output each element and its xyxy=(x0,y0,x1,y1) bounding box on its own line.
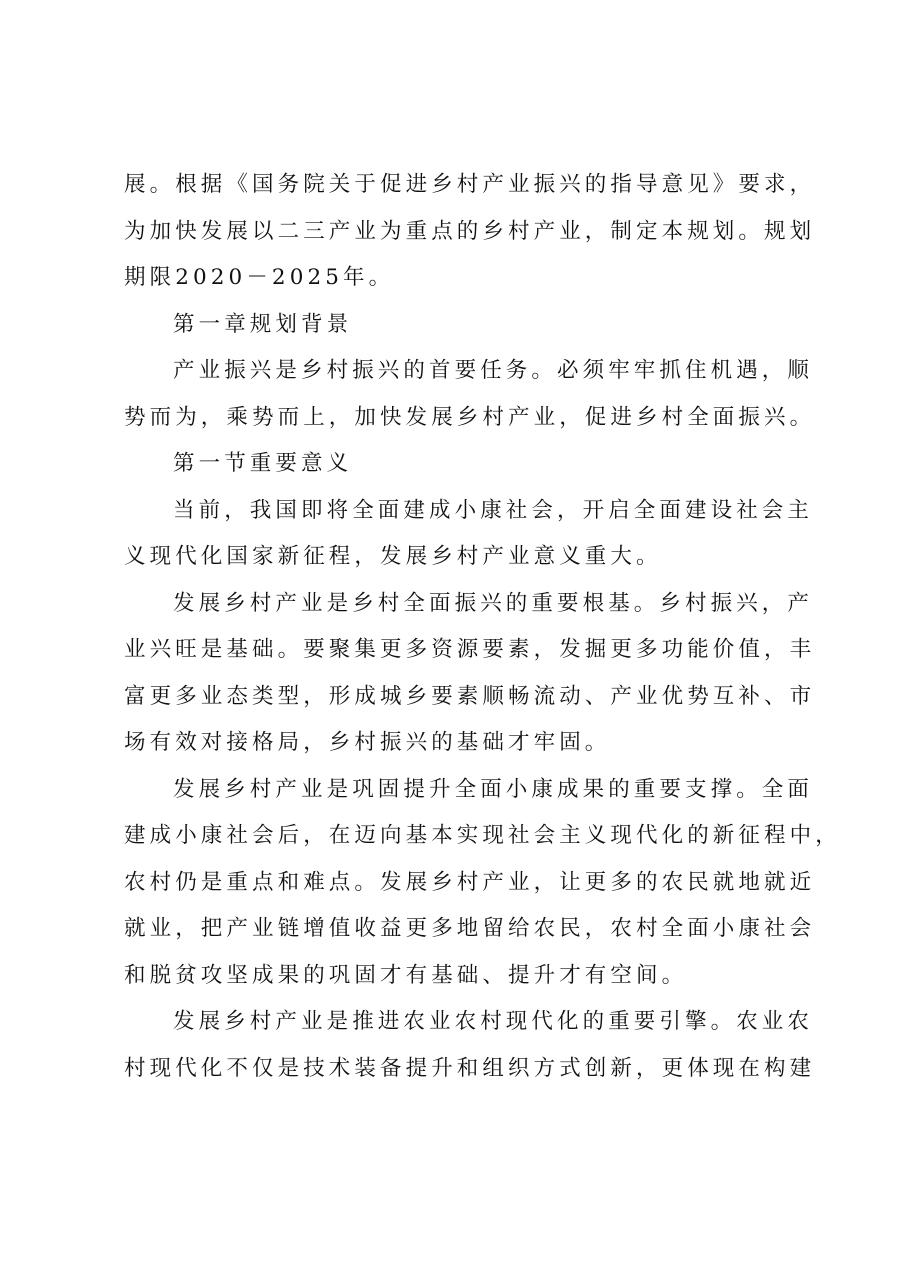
text-line-5: 产业振兴是乡村振兴的首要任务。必须牢牢抓住机遇，顺 xyxy=(173,358,814,383)
text-line-14: 发展乡村产业是巩固提升全面小康成果的重要支撑。全面 xyxy=(173,776,814,802)
text-line-6: 势而为，乘势而上，加快发展乡村产业，促进乡村全面振兴。 xyxy=(124,404,816,430)
text-line-2: 为加快发展以二三产业为重点的乡村产业，制定本规划。规划 xyxy=(124,218,816,244)
text-line-17: 就业，把产业链增值收益更多地留给农民，农村全面小康社会 xyxy=(124,916,816,941)
text-line-12: 富更多业态类型，形成城乡要素顺畅流动、产业优势互补、市 xyxy=(124,683,816,709)
text-line-1: 展。根据《国务院关于促进乡村产业振兴的指导意见》要求， xyxy=(124,172,816,197)
text-line-9: 义现代化国家新征程，发展乡村产业意义重大。 xyxy=(124,544,662,569)
text-line-10: 发展乡村产业是乡村全面振兴的重要根基。乡村振兴，产 xyxy=(173,590,814,616)
text-line-13: 场有效对接格局，乡村振兴的基础才牢固。 xyxy=(124,730,611,755)
chapter-heading: 第一章规划背景 xyxy=(173,311,353,337)
text-line-16: 农村仍是重点和难点。发展乡村产业，让更多的农民就地就近 xyxy=(124,869,816,895)
text-line-20: 村现代化不仅是技术装备提升和组织方式创新，更体现在构建 xyxy=(124,1055,816,1081)
text-line-11: 业兴旺是基础。要聚集更多资源要素，发掘更多功能价值，丰 xyxy=(124,637,816,662)
text-line-18: 和脱贫攻坚成果的巩固才有基础、提升才有空间。 xyxy=(124,962,688,988)
text-line-8: 当前，我国即将全面建成小康社会，开启全面建设社会主 xyxy=(173,497,814,523)
section-heading: 第一节重要意义 xyxy=(173,451,353,476)
text-line-15: 建成小康社会后，在迈向基本实现社会主义现代化的新征程中， xyxy=(124,823,841,848)
document-body xyxy=(124,162,841,1092)
text-line-19: 发展乡村产业是推进农业农村现代化的重要引擎。农业农 xyxy=(173,1009,814,1034)
text-line-3: 期限2020－2025年。 xyxy=(124,265,395,290)
